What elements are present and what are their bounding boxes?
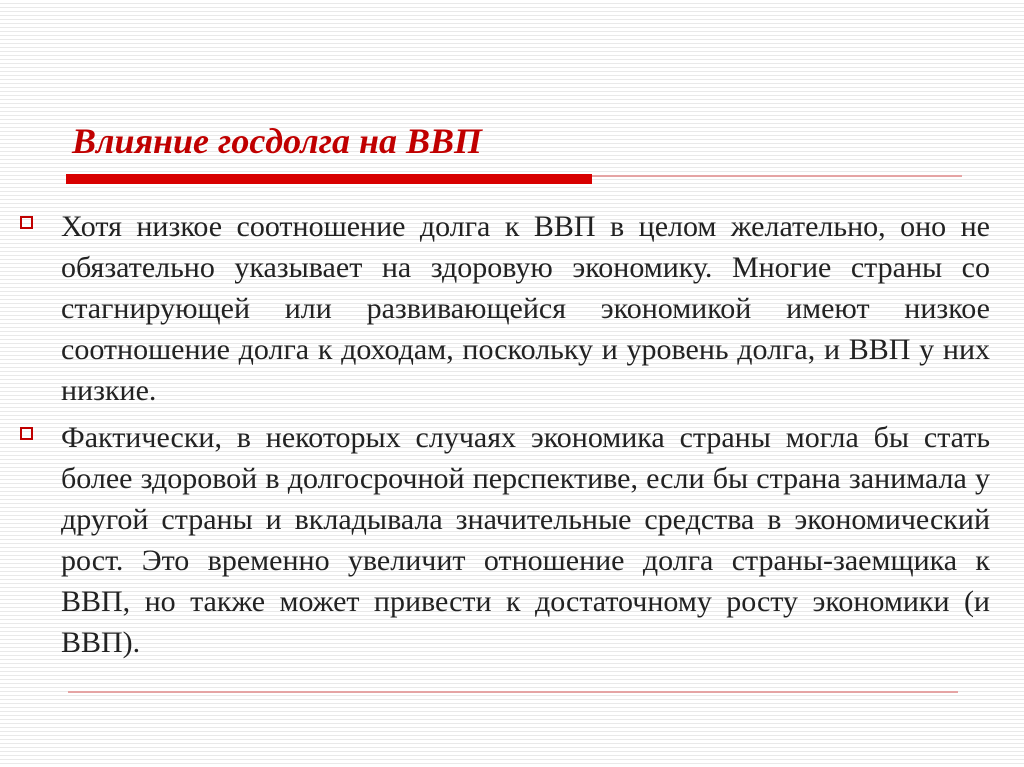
bullet-list bbox=[20, 206, 990, 669]
bullet-item bbox=[20, 417, 990, 663]
hollow-square-bullet-icon bbox=[20, 427, 33, 440]
slide-title: Влияние госдолга на ВВП bbox=[72, 121, 483, 161]
bullet-item bbox=[20, 206, 990, 411]
bottom-divider bbox=[68, 691, 958, 693]
title-underline-rule bbox=[592, 175, 962, 177]
bullet-text: Фактически, в некоторых случаях экономика страны могла бы стать более здоровой в долгосрочной перспективе, если бы страна занимала у другой страны и вкладывала значительные средства в экономический рост. Это временно увеличит отношение долга страны-заемщика к ВВП, но также может привести к достаточному росту экономики (и ВВП). bbox=[61, 421, 990, 659]
bullet-text: Хотя низкое соотношение долга к ВВП в целом желательно, оно не обязательно указывает на здоровую экономику. Многие страны со стагнирующей или развивающейся экономикой имеют низкое соотношение долга к доходам, поскольку и уровень долга, и ВВП у них низкие. bbox=[61, 210, 990, 407]
title-underline-bar bbox=[66, 174, 592, 184]
hollow-square-bullet-icon bbox=[20, 216, 33, 229]
